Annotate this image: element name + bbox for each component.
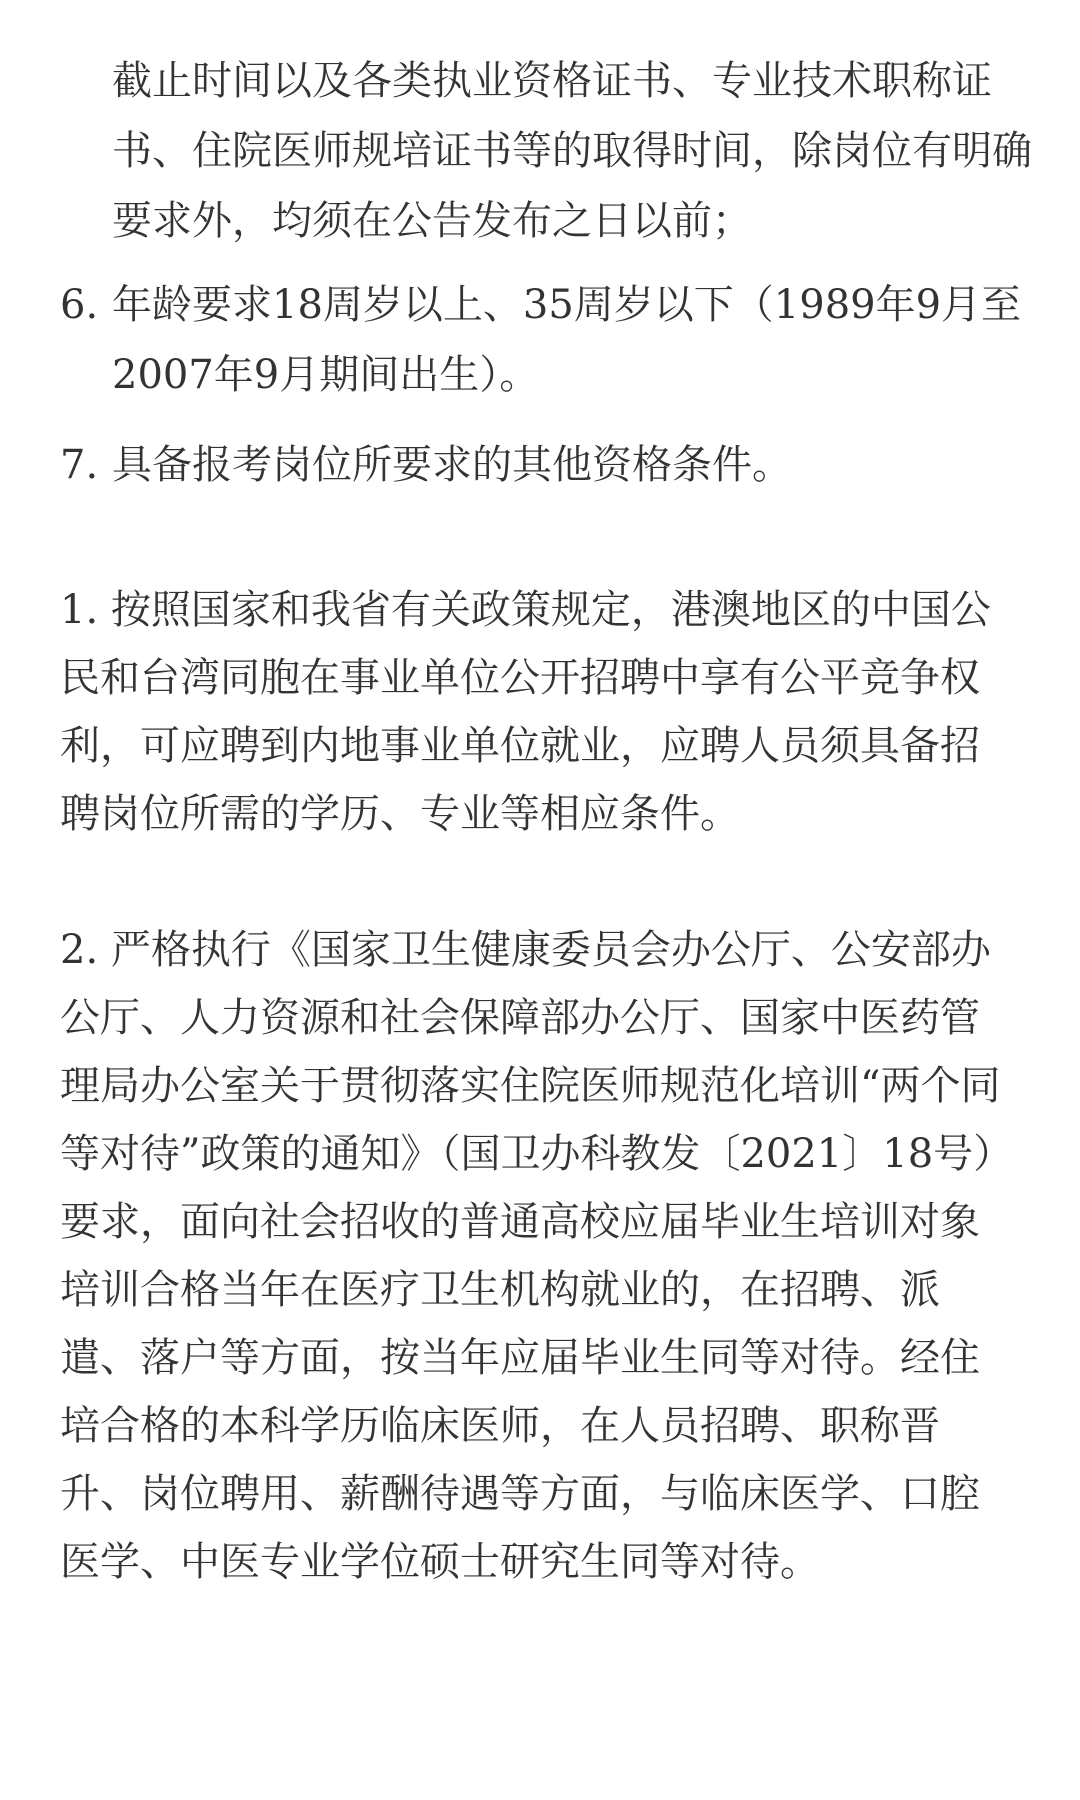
note-paragraph-1: 1. 按照国家和我省有关政策规定，港澳地区的中国公民和台湾同胞在事业单位公开招聘中享有公平竞争权利，可应聘到内地事业单位就业，应聘人员须具备招聘岗位所需的学历、专业等相应条件。 <box>60 587 991 837</box>
list-item-6 <box>60 270 1040 410</box>
list-marker: 7. <box>60 442 99 488</box>
list-item-text: 具备报考岗位所要求的其他资格条件。 <box>112 442 792 488</box>
list-item-text: 年龄要求18周岁以上、35周岁以下（1989年9月至2007年9月期间出生）。 <box>112 282 1022 398</box>
note-paragraph-2: 2. 严格执行《国家卫生健康委员会办公厅、公安部办公厅、人力资源和社会保障部办公厅、国家中医药管理局办公室关于贯彻落实住院医师规范化培训“两个同等对待”政策的通知》（国卫办科教发〔2021〕18号）要求，面向社会招收的普通高校应届毕业生培训对象培训合格当年在医疗卫生机构就业的，在招聘、派遣、落户等方面，按当年应届毕业生同等对待。经住培合格的本科学历临床医师，在人员招聘、职称晋升、岗位聘用、薪酬待遇等方面，与临床医学、口腔医学、中医专业学位硕士研究生同等对待。 <box>60 927 1014 1585</box>
list-item-text: 截止时间以及各类执业资格证书、专业技术职称证书、住院医师规培证书等的取得时间，除岗位有明确要求外，均须在公告发布之日以前； <box>112 58 1032 244</box>
list-item-continuation <box>60 46 1040 256</box>
document-body <box>60 46 1040 1596</box>
list-marker: 6. <box>60 282 99 328</box>
list-item-7 <box>60 430 1040 500</box>
